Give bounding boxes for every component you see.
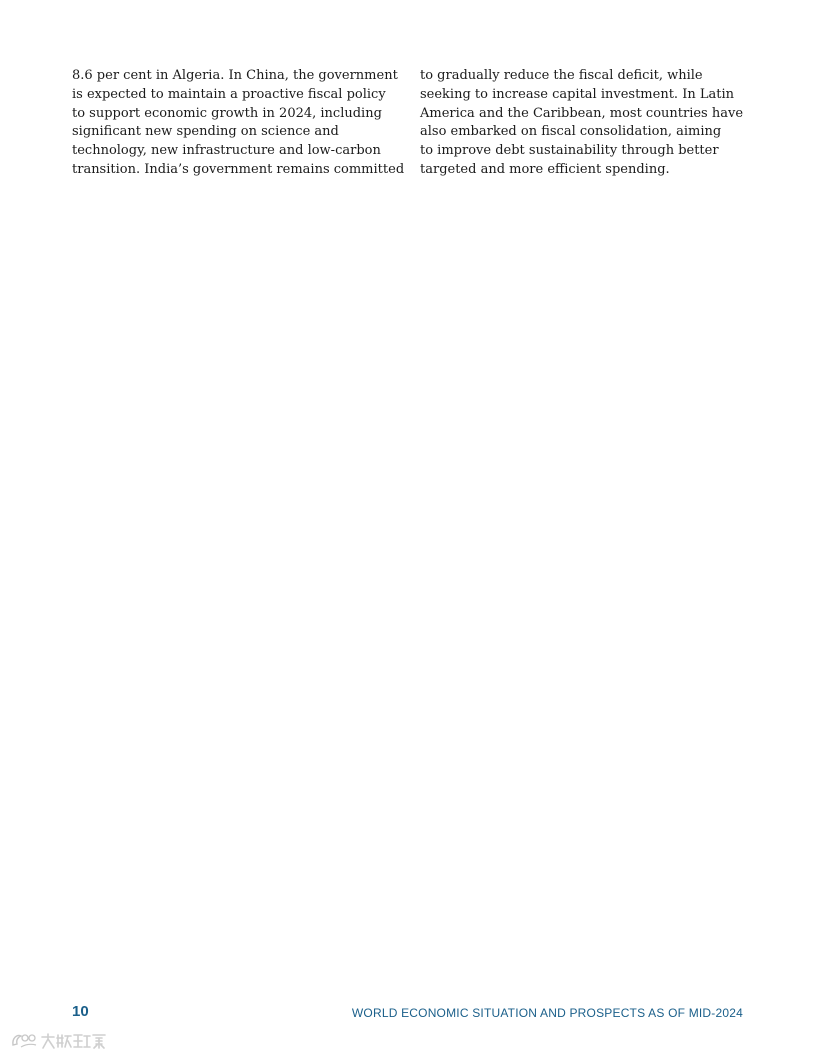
text-line: America and the Caribbean, most countries have <box>420 105 744 121</box>
text-line: seeking to increase capital investment. In Latin <box>420 86 734 102</box>
page-number: 10 <box>72 1003 89 1020</box>
text-line: also embarked on fiscal consolidation, aiming <box>420 124 722 140</box>
text-line: is expected to maintain a proactive fiscal policy <box>72 86 386 102</box>
text-line: targeted and more efficient spending. <box>420 161 670 177</box>
running-footer-title: WORLD ECONOMIC SITUATION AND PROSPECTS AS OF MID-2024 <box>351 1006 743 1020</box>
body-text-left-column <box>72 67 404 180</box>
text-line: transition. India’s government remains committed <box>72 161 405 177</box>
text-line: 8.6 per cent in Algeria. In China, the government <box>72 68 398 83</box>
text-line: to improve debt sustainability through better <box>420 143 719 159</box>
text-line: to gradually reduce the fiscal deficit, while <box>420 68 703 83</box>
watermark-logo-icon <box>10 1029 110 1051</box>
body-text-right-column <box>420 67 743 180</box>
text-line: significant new spending on science and <box>72 124 339 140</box>
text-line: to support economic growth in 2024, including <box>72 105 382 121</box>
text-line: technology, new infrastructure and low-carbon <box>72 143 381 159</box>
watermark <box>10 1029 110 1051</box>
